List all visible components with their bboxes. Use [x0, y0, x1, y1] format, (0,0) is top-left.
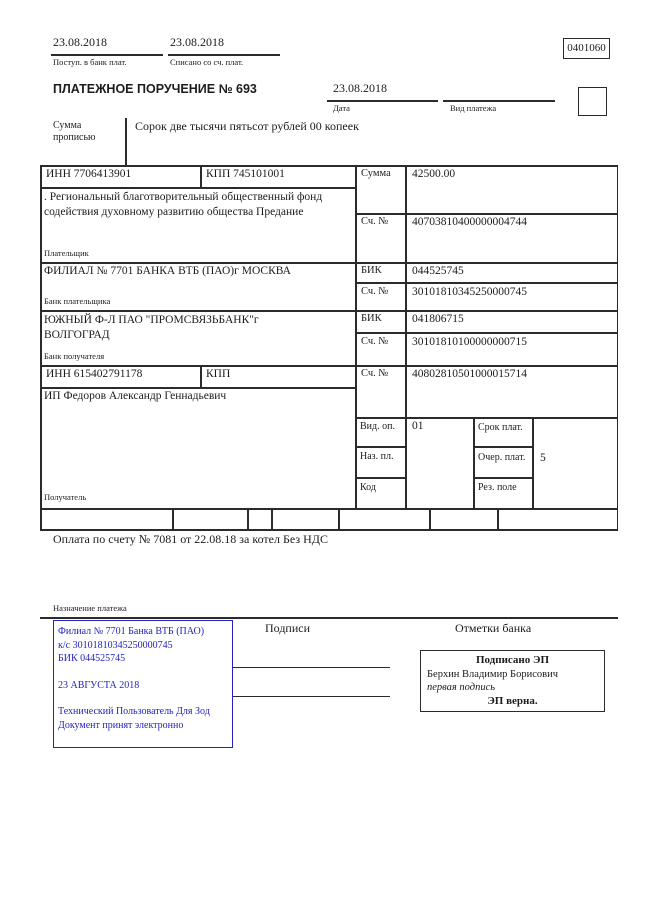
table-line — [355, 477, 405, 479]
payee-bank-label: Банк получателя — [44, 351, 105, 361]
payer-inn: ИНН 7706413901 — [46, 168, 132, 180]
form-code-box: 0401060 — [563, 38, 610, 59]
amount-words-value: Сорок две тысячи пятьсот рублей 00 копеек — [135, 119, 359, 133]
payer-bank-account: 30101810345250000745 — [412, 286, 527, 298]
stamp-bik: БИК 044525745 — [58, 653, 126, 664]
signer-name: Берхин Владимир Борисович — [427, 668, 558, 680]
payee-name: ИП Федоров Александр Геннадьевич — [44, 390, 227, 402]
grid-line — [338, 508, 340, 529]
payer-bank-bik: 044525745 — [412, 265, 464, 277]
priority-label: Очер. плат. — [478, 452, 526, 463]
signed-by-ep-title: Подписано ЭП — [475, 654, 550, 666]
payer-account-label: Сч. № — [361, 216, 389, 227]
sum-value: 42500.00 — [412, 168, 456, 180]
table-line — [355, 282, 618, 284]
table-line — [40, 165, 42, 530]
payment-type-label: Вид платежа — [450, 103, 497, 113]
table-line — [200, 165, 202, 187]
op-type-value: 01 — [412, 420, 424, 432]
signature-kind: первая подпись — [427, 682, 496, 693]
ep-verified: ЭП верна. — [487, 694, 538, 707]
payee-kpp: КПП — [206, 368, 231, 380]
payer-bank-bik-label: БИК — [361, 265, 382, 276]
received-date-label: Поступ. в банк плат. — [53, 57, 127, 67]
payer-kpp: КПП 745101001 — [206, 168, 285, 180]
line — [327, 100, 438, 102]
signature-line — [233, 696, 390, 697]
table-line — [355, 165, 357, 508]
stamp-date: 23 АВГУСТА 2018 — [58, 679, 140, 691]
table-line — [40, 262, 618, 264]
received-date: 23.08.2018 — [53, 35, 107, 49]
stamp-user: Технический Пользователь Для Зод — [58, 706, 210, 717]
table-line — [40, 310, 618, 312]
table-line — [200, 365, 202, 387]
payee-inn: ИНН 615402791178 — [46, 368, 143, 380]
table-line — [355, 213, 618, 215]
table-line — [40, 529, 618, 531]
payee-account: 40802810501000015714 — [412, 368, 527, 380]
table-line — [473, 417, 475, 508]
priority-value: 5 — [540, 452, 546, 464]
table-line — [355, 417, 618, 419]
signature-line — [233, 667, 390, 668]
bank-stamp-blue — [53, 620, 233, 748]
debited-date-label: Списано со сч. плат. — [170, 57, 244, 67]
payer-account: 40703810400000004744 — [412, 216, 527, 228]
payee-label: Получатель — [44, 492, 87, 502]
document-date: 23.08.2018 — [333, 81, 387, 95]
table-line — [40, 187, 355, 189]
line — [168, 54, 280, 56]
payer-bank-account-label: Сч. № — [361, 286, 389, 297]
grid-line — [429, 508, 431, 529]
payer-label: Плательщик — [44, 248, 89, 258]
grid-line — [172, 508, 174, 529]
sum-label: Сумма — [361, 168, 391, 179]
document-title: ПЛАТЕЖНОЕ ПОРУЧЕНИЕ № 693 — [53, 82, 257, 96]
payment-type-box — [578, 87, 607, 116]
payee-bank-account: 30101810100000000715 — [412, 336, 527, 348]
amount-words-label: Сумма прописью — [53, 120, 96, 143]
op-type-label: Вид. оп. — [360, 421, 395, 432]
table-line — [40, 387, 355, 389]
grid-line — [271, 508, 273, 529]
purpose-code-label: Наз. пл. — [360, 451, 394, 462]
payer-bank-name: ФИЛИАЛ № 7701 БАНКА ВТБ (ПАО)г МОСКВА — [44, 265, 291, 277]
signature-stamp — [420, 650, 605, 712]
code-label: Код — [360, 482, 376, 493]
stamp-accepted: Документ принят электронно — [58, 719, 184, 731]
table-line — [40, 508, 618, 510]
table-line — [617, 165, 619, 530]
payee-bank-bik: 041806715 — [412, 313, 464, 325]
stamp-bank-name: Филиал № 7701 Банка ВТБ (ПАО) — [58, 626, 205, 637]
debited-date: 23.08.2018 — [170, 35, 224, 49]
table-line — [532, 417, 534, 508]
grid-line — [497, 508, 499, 529]
table-line — [40, 365, 618, 367]
reserve-label: Рез. поле — [478, 482, 517, 493]
stamp-corr-account: к/с 30101810345250000745 — [58, 639, 173, 651]
table-line — [40, 165, 618, 167]
table-line — [473, 477, 532, 479]
payee-account-label: Сч. № — [361, 368, 389, 379]
table-line — [405, 165, 407, 508]
payment-purpose-label: Назначение платежа — [53, 603, 127, 613]
payer-bank-label: Банк плательщика — [44, 296, 111, 306]
due-label: Срок плат. — [478, 422, 523, 433]
payee-bank-bik-label: БИК — [361, 313, 382, 324]
table-line — [473, 446, 532, 448]
line — [51, 54, 163, 56]
payee-bank-account-label: Сч. № — [361, 336, 389, 347]
grid-line — [247, 508, 249, 529]
table-line — [40, 617, 618, 619]
payment-purpose-text: Оплата по счету № 7081 от 22.08.18 за котел Без НДС — [53, 532, 328, 546]
line — [125, 118, 127, 165]
date-label: Дата — [333, 103, 350, 113]
signatures-label: Подписи — [265, 621, 311, 635]
bank-marks-label: Отметки банка — [455, 621, 532, 635]
payee-bank-name: ЮЖНЫЙ Ф-Л ПАО "ПРОМСВЯЗЬБАНК"г ВОЛГОГРАД — [44, 314, 259, 341]
table-line — [355, 332, 618, 334]
line — [443, 100, 555, 102]
payer-name: . Региональный благотворительный общественный фонд содействия духовному развитию общества Предание — [44, 191, 323, 218]
table-line — [355, 446, 405, 448]
